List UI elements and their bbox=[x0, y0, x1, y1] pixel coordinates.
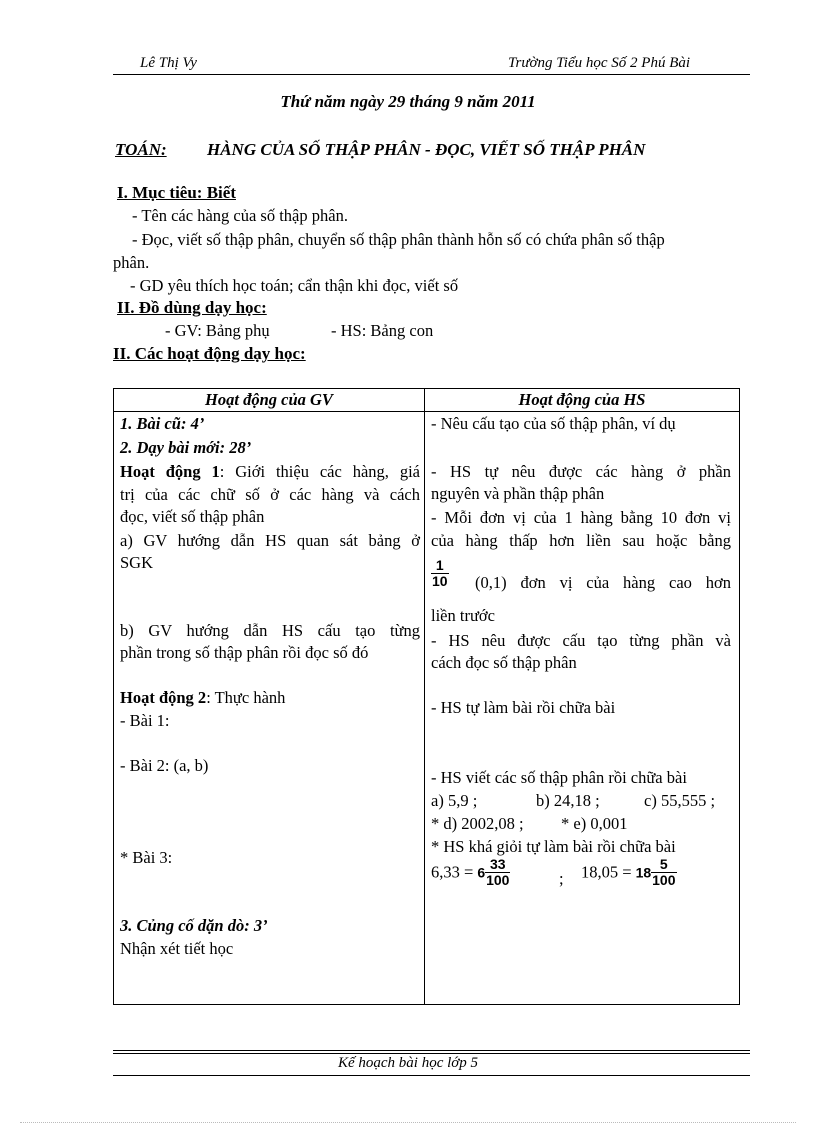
activity-1-label: Hoạt động 1 bbox=[120, 462, 220, 481]
topic-label: HÀNG CỦA SỐ THẬP PHÂN - ĐỌC, VIẾT SỐ THẬP PHÂN bbox=[207, 140, 646, 159]
footer-divider-1 bbox=[113, 1050, 750, 1051]
hs-line: - Nêu cấu tạo của số thập phân, ví dụ bbox=[431, 414, 676, 433]
step-a-line2: SGK bbox=[120, 553, 154, 572]
exercise-3: * Bài 3: bbox=[120, 848, 173, 867]
hs-line: - HS tự làm bài rồi chữa bài bbox=[431, 698, 616, 717]
step-b-line2: phần trong số thập phân rồi đọc số đó bbox=[120, 643, 369, 662]
answer-e: * e) 0,001 bbox=[561, 814, 628, 833]
step-a: a) GV hướng dẫn HS quan sát bảng ở bbox=[120, 531, 420, 550]
column-header-hs: Hoạt động của HS bbox=[425, 389, 740, 412]
objective-item: - GD yêu thích học toán; cẩn thận khi đọc, viết số bbox=[130, 276, 459, 295]
activity-2 bbox=[120, 687, 285, 709]
hs-line: (0,1) đơn vị của hàng cao hơn bbox=[475, 573, 731, 592]
fraction-denominator: 100 bbox=[486, 872, 510, 888]
mixed-integer: 6 bbox=[477, 864, 486, 881]
footer-divider-3 bbox=[113, 1075, 750, 1076]
activity-1-text: : Giới thiệu các hàng, giá bbox=[219, 462, 420, 481]
answer-b: b) 24,18 ; bbox=[536, 791, 600, 810]
activity-1 bbox=[120, 460, 420, 483]
footer-divider-2 bbox=[113, 1053, 750, 1054]
activity-1-line2: trị của các chữ số ở các hàng và cách bbox=[120, 485, 420, 504]
hs-line: liền trước bbox=[431, 606, 495, 625]
lesson-title bbox=[115, 140, 646, 160]
subject-label: TOÁN: bbox=[115, 140, 167, 159]
lesson-date: Thứ năm ngày 29 tháng 9 năm 2011 bbox=[280, 92, 536, 111]
gv-column bbox=[114, 412, 425, 1005]
new-lesson: 2. Dạy bài mới: 28’ bbox=[120, 438, 252, 457]
hs-line: của hàng thấp hơn liền sau hoặc bằng bbox=[431, 531, 731, 550]
objective-item: phân. bbox=[113, 253, 150, 272]
mixed-integer: 18 bbox=[635, 864, 652, 881]
hs-line: - Mỗi đơn vị của 1 hàng bằng 10 đơn vị bbox=[431, 508, 731, 527]
column-header-gv: Hoạt động của GV bbox=[114, 389, 425, 412]
header-divider bbox=[113, 74, 750, 75]
objective-item: - Tên các hàng của số thập phân. bbox=[132, 206, 348, 225]
fraction-numerator: 1 bbox=[431, 558, 449, 574]
activity-2-text: : Thực hành bbox=[206, 688, 286, 707]
materials-hs: - HS: Bảng con bbox=[331, 321, 434, 340]
hs-line: cách đọc số thập phân bbox=[431, 653, 577, 672]
hs-line: - HS viết các số thập phân rồi chữa bài bbox=[431, 768, 687, 787]
lesson-plan-table bbox=[113, 388, 740, 1005]
materials-gv: - GV: Bảng phụ bbox=[165, 321, 270, 340]
mixed-separator: ; bbox=[559, 869, 564, 888]
mixed-number-2 bbox=[581, 857, 677, 888]
fraction-denominator: 10 bbox=[432, 573, 448, 589]
hs-column bbox=[425, 412, 740, 1005]
mixed-number-1 bbox=[431, 857, 510, 888]
answer-d: * d) 2002,08 ; bbox=[431, 814, 524, 833]
consolidation: 3. Củng cố dặn dò: 3’ bbox=[120, 916, 268, 935]
exercise-2: - Bài 2: (a, b) bbox=[120, 756, 209, 775]
hs-line: - HS nêu được cấu tạo từng phần và bbox=[431, 631, 731, 650]
step-b: b) GV hướng dẫn HS cấu tạo từng bbox=[120, 621, 420, 640]
mixed-lhs: 18,05 = bbox=[581, 862, 632, 882]
hs-line: nguyên và phần thập phân bbox=[431, 484, 605, 503]
answer-c: c) 55,555 ; bbox=[644, 791, 716, 810]
materials-heading: II. Đồ dùng dạy học: bbox=[117, 298, 267, 317]
activity-2-label: Hoạt động 2 bbox=[120, 688, 207, 707]
fraction-one-tenth bbox=[431, 558, 449, 589]
fraction-numerator: 5 bbox=[651, 857, 676, 873]
objective-item: - Đọc, viết số thập phân, chuyển số thập phân thành hỗn số có chứa phân số thập bbox=[132, 230, 665, 249]
header-author: Lê Thị Vy bbox=[140, 55, 197, 71]
fraction-numerator: 33 bbox=[485, 857, 510, 873]
old-lesson: 1. Bài cũ: 4’ bbox=[120, 414, 205, 433]
exercise-1: - Bài 1: bbox=[120, 711, 170, 730]
mixed-lhs: 6,33 = bbox=[431, 862, 474, 882]
footer-text: Kế hoạch bài học lớp 5 bbox=[337, 1055, 479, 1071]
hs-line: * HS khá giỏi tự làm bài rồi chữa bài bbox=[431, 837, 676, 856]
header-school: Trường Tiểu học Số 2 Phú Bài bbox=[508, 55, 691, 71]
activities-heading: II. Các hoạt động dạy học: bbox=[113, 344, 306, 363]
activity-1-line3: đọc, viết số thập phân bbox=[120, 507, 265, 526]
fraction-denominator: 100 bbox=[652, 872, 676, 888]
lesson-remark: Nhận xét tiết học bbox=[120, 939, 234, 958]
objectives-heading: I. Mục tiêu: Biết bbox=[117, 183, 236, 202]
answer-a: a) 5,9 ; bbox=[431, 791, 478, 810]
hs-line: - HS tự nêu được các hàng ở phần bbox=[431, 462, 731, 481]
